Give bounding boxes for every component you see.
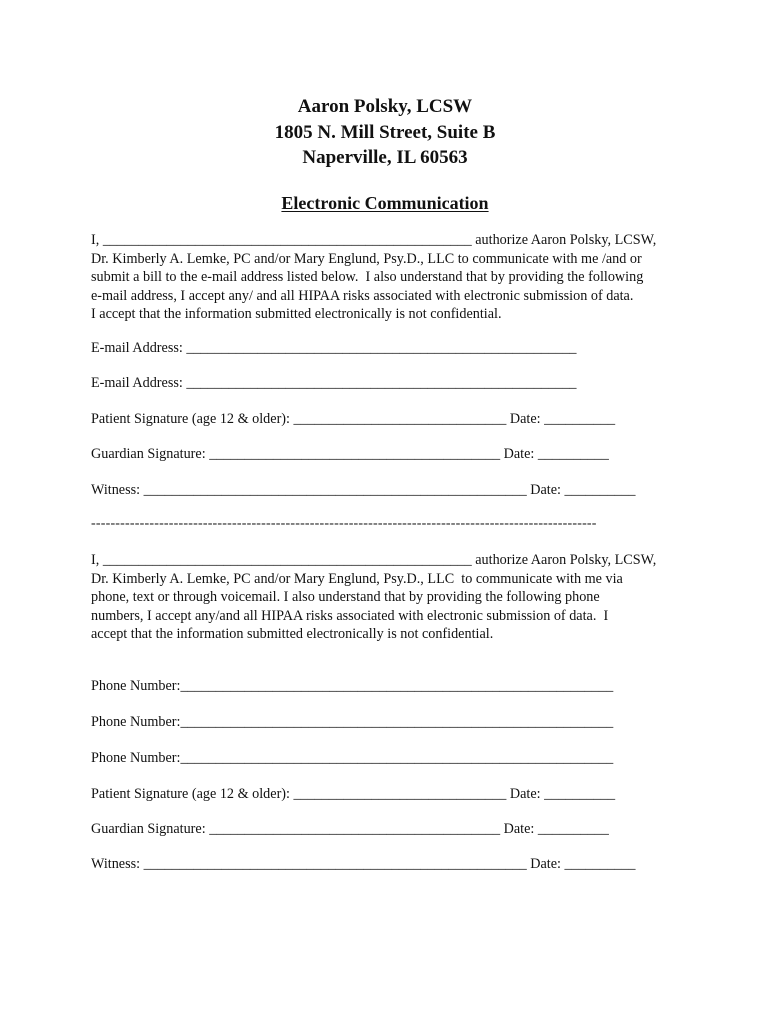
witness-field[interactable]: Witness: ______________________________________________________ Date: __________ — [91, 856, 636, 872]
paragraph-line: numbers, I accept any/and all HIPAA risks associated with electronic submission of data. I — [91, 607, 609, 624]
guardian-signature-field[interactable]: Guardian Signature: _________________________________________ Date: __________ — [91, 446, 609, 462]
paragraph-line: accept that the information submitted electronically is not confidential. — [91, 626, 494, 643]
paragraph-line: submit a bill to the e-mail address listed below. I also understand that by providing the following — [91, 269, 644, 286]
paragraph-line[interactable]: I, ____________________________________________________ authorize Aaron Polsky, LCSW, — [91, 552, 657, 568]
form-title — [0, 191, 770, 215]
email-address-field-1[interactable]: E-mail Address: _______________________________________________________ — [91, 340, 577, 356]
paragraph-line: phone, text or through voicemail. I also understand that by providing the following phone — [91, 589, 600, 606]
street-address: 1805 N. Mill Street, Suite B — [274, 122, 496, 143]
paragraph-line: e-mail address, I accept any/ and all HIPAA risks associated with electronic submission of data. — [91, 287, 634, 304]
paragraph-line: I accept that the information submitted electronically is not confidential. — [91, 306, 502, 323]
phone-number-field-2[interactable]: Phone Number:_____________________________________________________________ — [91, 714, 614, 730]
form-title-text: Electronic Communication — [281, 193, 489, 213]
phone-number-field-3[interactable]: Phone Number:_____________________________________________________________ — [91, 750, 614, 766]
practitioner-name: Aaron Polsky, LCSW — [297, 96, 473, 117]
patient-signature-field[interactable]: Patient Signature (age 12 & older): ______________________________ Date: __________ — [91, 411, 616, 427]
email-address-field-2[interactable]: E-mail Address: _______________________________________________________ — [91, 375, 577, 391]
phone-consent-paragraph — [91, 551, 691, 644]
paragraph-line: Dr. Kimberly A. Lemke, PC and/or Mary Englund, Psy.D., LLC to communicate with me via — [91, 570, 623, 587]
phone-number-field-1[interactable]: Phone Number:_____________________________________________________________ — [91, 678, 614, 694]
section-divider: -------------------------------------------------------------------------------------------------------- — [91, 516, 597, 531]
witness-field[interactable]: Witness: ______________________________________________________ Date: __________ — [91, 482, 636, 498]
guardian-signature-field[interactable]: Guardian Signature: _________________________________________ Date: __________ — [91, 821, 609, 837]
patient-signature-field[interactable]: Patient Signature (age 12 & older): ______________________________ Date: __________ — [91, 786, 616, 802]
paragraph-line: Dr. Kimberly A. Lemke, PC and/or Mary Englund, Psy.D., LLC to communicate with me /and or — [91, 250, 642, 267]
city-state-zip: Naperville, IL 60563 — [302, 147, 468, 168]
email-consent-paragraph — [91, 231, 691, 324]
paragraph-line[interactable]: I, ____________________________________________________ authorize Aaron Polsky, LCSW, — [91, 232, 657, 248]
